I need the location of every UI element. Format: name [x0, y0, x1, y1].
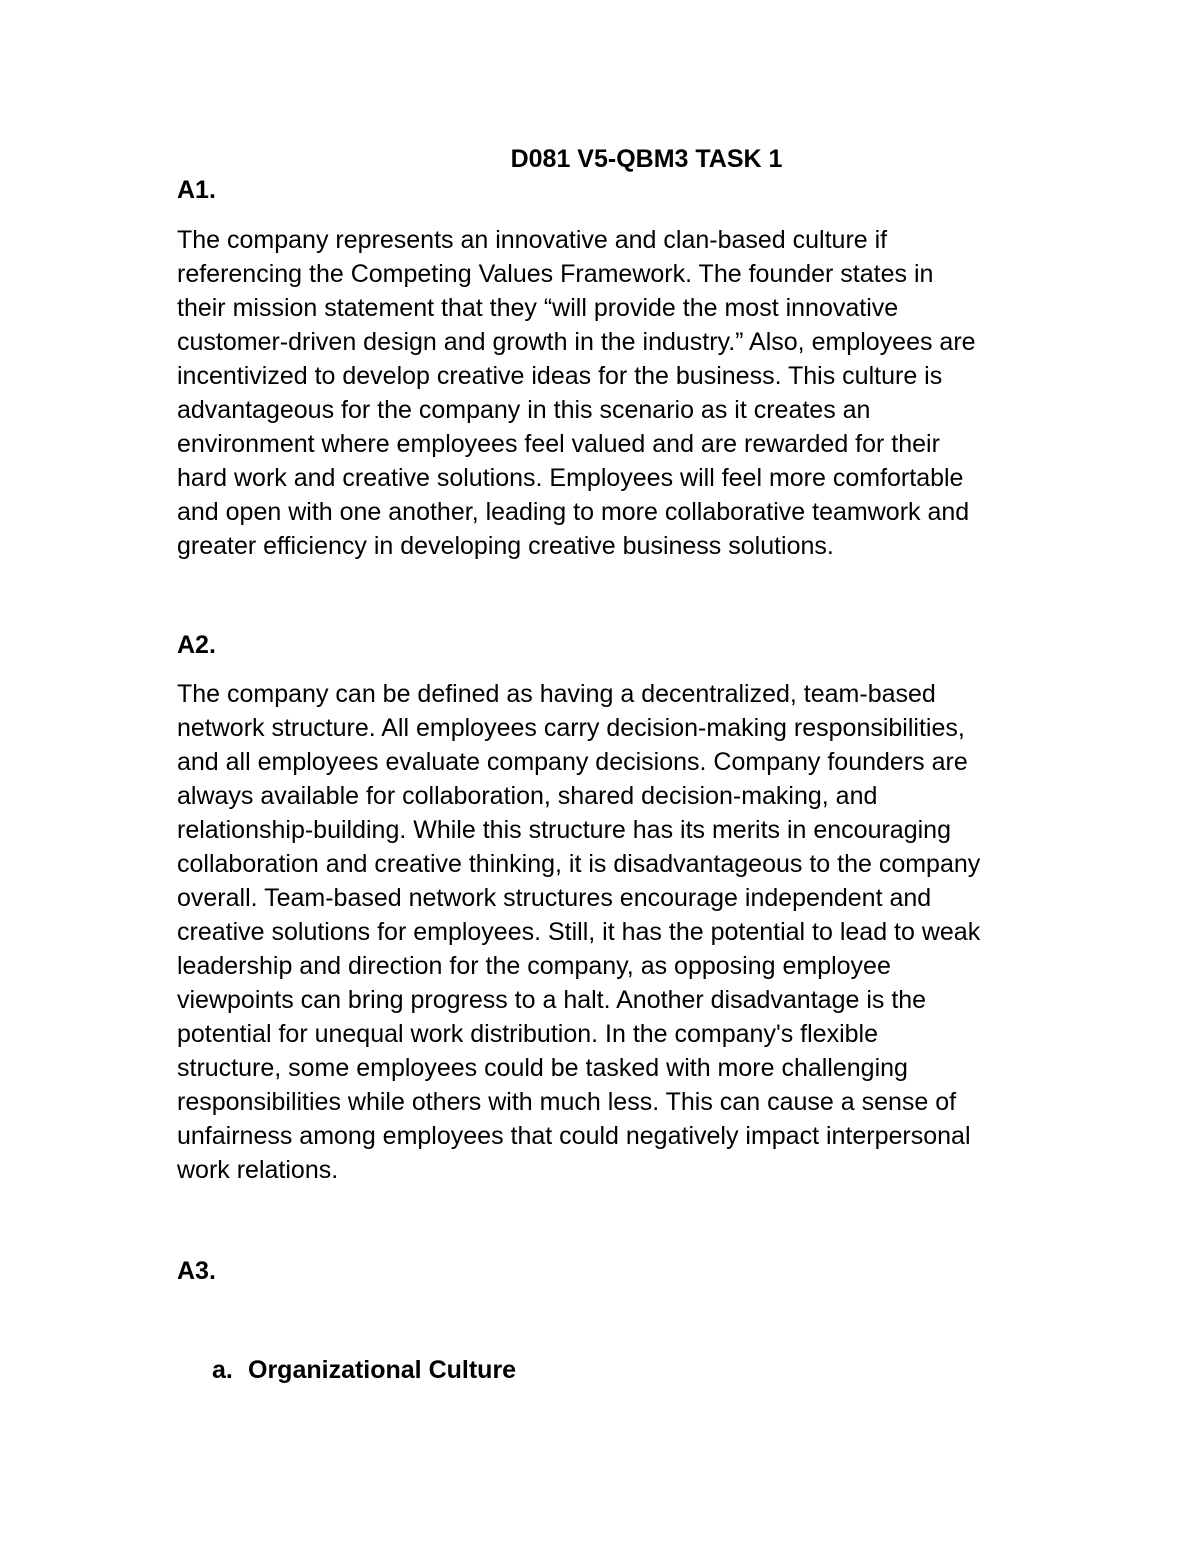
text-line: collaboration and creative thinking, it is disadvantageous to the company	[177, 850, 981, 878]
section-heading-a2: A2.	[177, 631, 216, 659]
subheading-label: Organizational Culture	[248, 1356, 517, 1384]
text-line: greater efficiency in developing creative business solutions.	[177, 532, 834, 560]
text-line: viewpoints can bring progress to a halt. Another disadvantage is the	[177, 986, 927, 1014]
text-line: their mission statement that they “will provide the most innovative	[177, 294, 899, 322]
text-line: structure, some employees could be tasked with more challenging	[177, 1054, 908, 1082]
section-a2-paragraph	[177, 677, 1067, 1187]
text-line: and open with one another, leading to more collaborative teamwork and	[177, 498, 970, 526]
section-heading-a3: A3.	[177, 1257, 216, 1285]
text-line: environment where employees feel valued and are rewarded for their	[177, 430, 940, 458]
list-marker: a.	[212, 1356, 233, 1384]
text-line: and all employees evaluate company decisions. Company founders are	[177, 748, 968, 776]
text-line: responsibilities while others with much less. This can cause a sense of	[177, 1088, 957, 1116]
text-line: overall. Team-based network structures encourage independent and	[177, 884, 932, 912]
text-line: advantageous for the company in this scenario as it creates an	[177, 396, 871, 424]
text-line: incentivized to develop creative ideas for the business. This culture is	[177, 362, 943, 390]
text-line: relationship-building. While this structure has its merits in encouraging	[177, 816, 951, 844]
section-a1-paragraph	[177, 223, 1067, 563]
text-line: unfairness among employees that could negatively impact interpersonal	[177, 1122, 971, 1150]
section-heading-a1: A1.	[177, 176, 216, 204]
text-line: work relations.	[177, 1156, 339, 1184]
text-line: The company can be defined as having a decentralized, team-based	[177, 680, 936, 708]
text-line: potential for unequal work distribution. In the company's flexible	[177, 1020, 879, 1048]
text-line: network structure. All employees carry decision-making responsibilities,	[177, 714, 965, 742]
subheading-organizational-culture	[212, 1353, 516, 1387]
text-line: customer-driven design and growth in the industry.” Also, employees are	[177, 328, 976, 356]
page-title: D081 V5-QBM3 TASK 1	[510, 145, 783, 173]
text-line: always available for collaboration, shared decision-making, and	[177, 782, 878, 810]
text-line: hard work and creative solutions. Employees will feel more comfortable	[177, 464, 964, 492]
text-line: leadership and direction for the company, as opposing employee	[177, 952, 891, 980]
text-line: referencing the Competing Values Framework. The founder states in	[177, 260, 934, 288]
text-line: creative solutions for employees. Still, it has the potential to lead to weak	[177, 918, 981, 946]
text-line: The company represents an innovative and clan-based culture if	[177, 226, 888, 254]
